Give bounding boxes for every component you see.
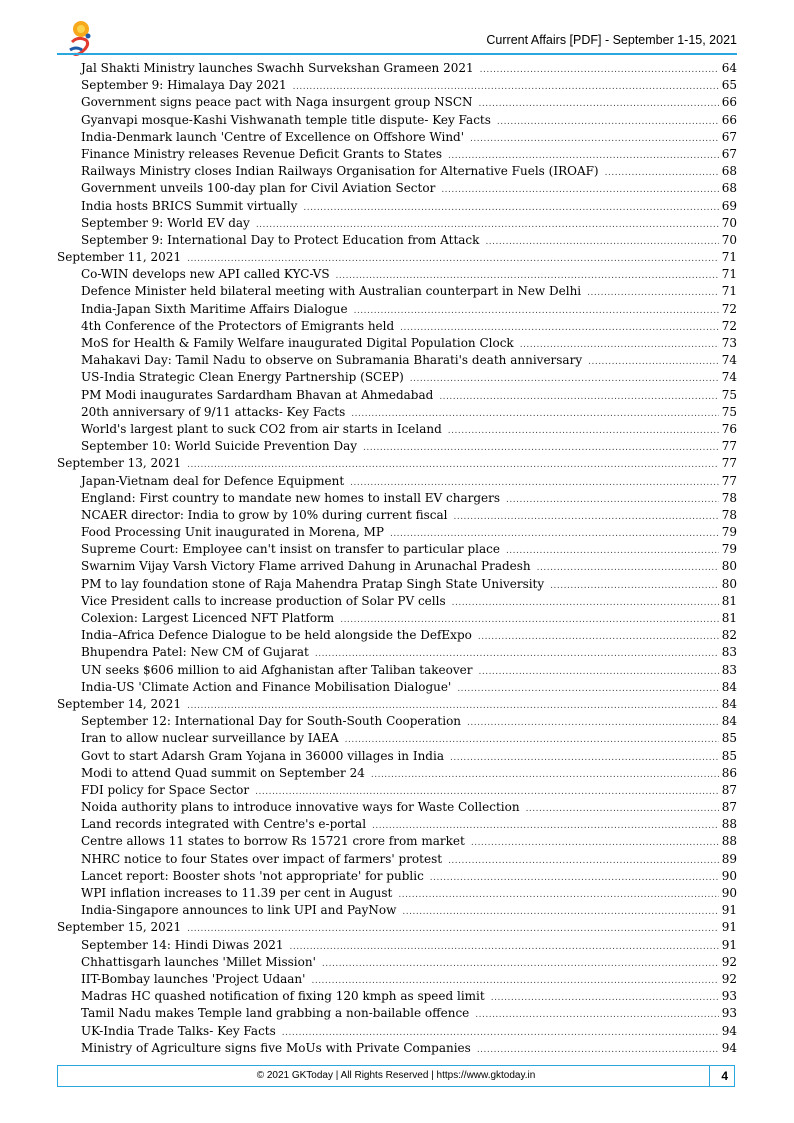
toc-entry-title: September 14: Hindi Diwas 2021 bbox=[81, 937, 284, 952]
toc-entry[interactable] bbox=[57, 490, 737, 507]
toc-entry-title: September 10: World Suicide Prevention Day bbox=[81, 439, 358, 454]
table-of-contents bbox=[57, 60, 737, 1057]
toc-entry[interactable] bbox=[57, 163, 737, 180]
toc-entry[interactable] bbox=[57, 404, 737, 421]
toc-entry[interactable] bbox=[57, 937, 737, 954]
toc-entry-title: September 9: World EV day bbox=[81, 215, 250, 230]
toc-entry[interactable] bbox=[57, 438, 737, 455]
toc-entry-page: 71 bbox=[721, 267, 737, 282]
toc-entry-title: US-India Strategic Clean Energy Partnership (SCEP) bbox=[81, 370, 404, 385]
toc-entry-title: Vice President calls to increase production of Solar PV cells bbox=[81, 593, 446, 608]
toc-entry-page: 77 bbox=[721, 456, 737, 471]
toc-entry-title: Modi to attend Quad summit on September 24 bbox=[81, 765, 365, 780]
toc-entry-title: Govt to start Adarsh Gram Yojana in 36000 villages in India bbox=[81, 748, 444, 763]
toc-entry-page: 88 bbox=[721, 817, 737, 832]
toc-entry-title: India-Singapore announces to link UPI and PayNow bbox=[81, 903, 397, 918]
toc-entry-page: 93 bbox=[721, 989, 737, 1004]
toc-entry-page: 75 bbox=[721, 404, 737, 419]
toc-entry[interactable] bbox=[57, 369, 737, 386]
toc-entry-page: 77 bbox=[721, 473, 737, 488]
toc-entry-title: World's largest plant to suck CO2 from air starts in Iceland bbox=[81, 421, 442, 436]
toc-entry-page: 91 bbox=[721, 920, 737, 935]
footer-separator bbox=[709, 1066, 710, 1086]
toc-entry-page: 72 bbox=[721, 301, 737, 316]
toc-entry[interactable] bbox=[57, 558, 737, 575]
toc-entry-page: 77 bbox=[721, 439, 737, 454]
toc-entry[interactable] bbox=[57, 782, 737, 799]
toc-entry-page: 80 bbox=[721, 559, 737, 574]
toc-entry-title: September 13, 2021 bbox=[57, 456, 182, 471]
toc-entry[interactable] bbox=[57, 765, 737, 782]
toc-entry[interactable] bbox=[57, 713, 737, 730]
toc-entry-page: 84 bbox=[721, 696, 737, 711]
toc-entry[interactable] bbox=[57, 232, 737, 249]
toc-entry[interactable] bbox=[57, 473, 737, 490]
toc-entry[interactable] bbox=[57, 971, 737, 988]
toc-entry-page: 94 bbox=[721, 1040, 737, 1055]
toc-entry[interactable] bbox=[57, 902, 737, 919]
toc-entry-page: 78 bbox=[721, 507, 737, 522]
toc-entry-title: Swarnim Vijay Varsh Victory Flame arrived Dahung in Arunachal Pradesh bbox=[81, 559, 531, 574]
toc-entry-page: 66 bbox=[721, 95, 737, 110]
toc-entry[interactable] bbox=[57, 352, 737, 369]
toc-entry-page: 91 bbox=[721, 937, 737, 952]
toc-entry-page: 74 bbox=[721, 353, 737, 368]
toc-entry-page: 74 bbox=[721, 370, 737, 385]
toc-entry[interactable] bbox=[57, 387, 737, 404]
toc-entry-page: 90 bbox=[721, 886, 737, 900]
toc-entry-page: 88 bbox=[721, 834, 737, 849]
toc-entry-title: Lancet report: Booster shots 'not appropriate' for public bbox=[81, 868, 424, 883]
toc-entry[interactable] bbox=[57, 507, 737, 524]
toc-entry-page: 87 bbox=[721, 782, 737, 797]
toc-entry-title: Gyanvapi mosque-Kashi Vishwanath temple title dispute- Key Facts bbox=[81, 112, 491, 127]
toc-entry-title: Noida authority plans to introduce innovative ways for Waste Collection bbox=[81, 800, 520, 815]
toc-entry[interactable] bbox=[57, 885, 737, 902]
toc-entry-page: 84 bbox=[721, 679, 737, 694]
toc-entry[interactable] bbox=[57, 318, 737, 335]
toc-entry-title: Supreme Court: Employee can't insist on transfer to particular place bbox=[81, 542, 500, 557]
toc-entry-title: India hosts BRICS Summit virtually bbox=[81, 198, 298, 213]
toc-entry-page: 84 bbox=[721, 714, 737, 729]
toc-entry[interactable] bbox=[57, 593, 737, 610]
toc-entry-page: 86 bbox=[721, 765, 737, 780]
toc-entry-title: MoS for Health & Family Welfare inaugurated Digital Population Clock bbox=[81, 336, 514, 350]
toc-entry-title: Finance Ministry releases Revenue Deficit Grants to States bbox=[81, 146, 443, 161]
toc-entry[interactable] bbox=[57, 180, 737, 197]
toc-entry[interactable] bbox=[57, 988, 737, 1005]
toc-entry[interactable] bbox=[57, 60, 737, 77]
toc-entry-page: 91 bbox=[721, 903, 737, 918]
toc-entry[interactable] bbox=[57, 129, 737, 146]
toc-entry[interactable] bbox=[57, 627, 737, 644]
toc-entry-page: 89 bbox=[721, 851, 737, 866]
toc-entry-title: UN seeks $606 million to aid Afghanistan after Taliban takeover bbox=[81, 662, 473, 677]
toc-entry-title: September 9: International Day to Protect Education from Attack bbox=[81, 232, 480, 247]
toc-entry[interactable] bbox=[57, 541, 737, 558]
toc-entry-title: UK-India Trade Talks- Key Facts bbox=[81, 1023, 276, 1038]
toc-entry-page: 87 bbox=[721, 800, 737, 815]
toc-entry-title: Tamil Nadu makes Temple land grabbing a non-bailable offence bbox=[81, 1006, 470, 1021]
toc-entry-title: September 12: International Day for South-South Cooperation bbox=[81, 714, 462, 729]
toc-entry[interactable] bbox=[57, 301, 737, 318]
toc-entry-title: Jal Shakti Ministry launches Swachh Survekshan Grameen 2021 bbox=[81, 61, 474, 75]
toc-entry-title: Railways Ministry closes Indian Railways Organisation for Alternative Fuels (IROAF) bbox=[81, 164, 599, 179]
toc-entry-title: Government unveils 100-day plan for Civil Aviation Sector bbox=[81, 181, 436, 196]
toc-entry[interactable] bbox=[57, 1040, 737, 1057]
toc-entry-page: 75 bbox=[721, 387, 737, 402]
toc-entry[interactable] bbox=[57, 112, 737, 129]
toc-entry[interactable] bbox=[57, 421, 737, 438]
toc-entry-title: PM Modi inaugurates Sardardham Bhavan at Ahmedabad bbox=[81, 387, 434, 402]
toc-entry-page: 79 bbox=[721, 542, 737, 557]
toc-entry-page: 66 bbox=[721, 112, 737, 127]
toc-entry[interactable] bbox=[57, 799, 737, 816]
toc-entry-title: Mahakavi Day: Tamil Nadu to observe on Subramania Bharati's death anniversary bbox=[81, 353, 583, 368]
toc-entry-title: Iran to allow nuclear surveillance by IAEA bbox=[81, 731, 339, 746]
toc-entry-page: 73 bbox=[721, 336, 737, 350]
toc-entry-page: 81 bbox=[721, 611, 737, 625]
toc-entry-title: 20th anniversary of 9/11 attacks- Key Facts bbox=[81, 404, 346, 419]
toc-section-entry[interactable] bbox=[57, 919, 737, 936]
toc-entry-title: India-US 'Climate Action and Finance Mobilisation Dialogue' bbox=[81, 679, 452, 694]
toc-entry-title: Chhattisgarh launches 'Millet Mission' bbox=[81, 954, 316, 969]
toc-entry[interactable] bbox=[57, 215, 737, 232]
toc-entry-title: Centre allows 11 states to borrow Rs 15721 crore from market bbox=[81, 834, 465, 849]
toc-entry-title: India-Denmark launch 'Centre of Excellence on Offshore Wind' bbox=[81, 129, 465, 144]
toc-entry-title: Madras HC quashed notification of fixing 120 kmph as speed limit bbox=[81, 989, 485, 1004]
toc-entry[interactable] bbox=[57, 283, 737, 300]
toc-entry-page: 67 bbox=[721, 146, 737, 161]
toc-entry-page: 68 bbox=[721, 181, 737, 196]
toc-entry-page: 72 bbox=[721, 318, 737, 333]
toc-entry-page: 71 bbox=[721, 284, 737, 299]
toc-entry-page: 83 bbox=[721, 662, 737, 677]
toc-entry[interactable] bbox=[57, 851, 737, 868]
toc-entry[interactable] bbox=[57, 662, 737, 679]
toc-entry[interactable] bbox=[57, 77, 737, 94]
toc-entry-title: September 15, 2021 bbox=[57, 920, 182, 935]
toc-entry[interactable] bbox=[57, 868, 737, 885]
footer-copyright: © 2021 GKToday | All Rights Reserved | https://www.gktoday.in bbox=[256, 1070, 536, 1081]
toc-section-entry[interactable] bbox=[57, 249, 737, 266]
toc-entry-title: September 9: Himalaya Day 2021 bbox=[81, 78, 287, 93]
toc-entry-page: 85 bbox=[721, 748, 737, 763]
toc-entry-title: Food Processing Unit inaugurated in Morena, MP bbox=[81, 525, 384, 540]
toc-entry-title: September 14, 2021 bbox=[57, 696, 182, 711]
toc-entry-title: Colexion: Largest Licenced NFT Platform bbox=[81, 611, 335, 625]
toc-entry-page: 71 bbox=[721, 250, 737, 265]
toc-entry-page: 76 bbox=[721, 421, 737, 436]
toc-entry-page: 69 bbox=[721, 198, 737, 213]
toc-entry-title: Bhupendra Patel: New CM of Gujarat bbox=[81, 645, 309, 660]
toc-entry-title: Land records integrated with Centre's e-portal bbox=[81, 817, 367, 832]
toc-entry-page: 82 bbox=[721, 628, 737, 643]
toc-entry-page: 65 bbox=[721, 78, 737, 93]
toc-entry-title: Government signs peace pact with Naga insurgent group NSCN bbox=[81, 95, 473, 110]
toc-entry[interactable] bbox=[57, 730, 737, 747]
toc-entry[interactable] bbox=[57, 576, 737, 593]
toc-entry-title: September 11, 2021 bbox=[57, 250, 182, 265]
toc-entry-page: 80 bbox=[721, 576, 737, 591]
toc-entry-page: 64 bbox=[721, 61, 737, 75]
toc-entry-page: 92 bbox=[721, 971, 737, 986]
toc-entry-title: PM to lay foundation stone of Raja Mahendra Pratap Singh State University bbox=[81, 576, 545, 591]
toc-entry-page: 90 bbox=[721, 868, 737, 883]
toc-entry[interactable] bbox=[57, 146, 737, 163]
toc-entry[interactable] bbox=[57, 94, 737, 111]
toc-entry-title: England: First country to mandate new homes to install EV chargers bbox=[81, 490, 501, 505]
page-number: 4 bbox=[721, 1069, 728, 1083]
toc-entry-page: 67 bbox=[721, 129, 737, 144]
toc-entry[interactable] bbox=[57, 524, 737, 541]
toc-entry-title: India–Africa Defence Dialogue to be held alongside the DefExpo bbox=[81, 628, 472, 643]
toc-entry[interactable] bbox=[57, 833, 737, 850]
toc-section-entry[interactable] bbox=[57, 455, 737, 472]
footer bbox=[57, 1065, 735, 1087]
toc-entry-title: WPI inflation increases to 11.39 per cent in August bbox=[81, 886, 393, 900]
toc-entry[interactable] bbox=[57, 610, 737, 627]
toc-entry-title: IIT-Bombay launches 'Project Udaan' bbox=[81, 971, 306, 986]
header-title: Current Affairs [PDF] - September 1-15, 2021 bbox=[486, 33, 737, 47]
toc-entry-title: India-Japan Sixth Maritime Affairs Dialogue bbox=[81, 301, 348, 316]
toc-entry-page: 70 bbox=[721, 232, 737, 247]
toc-entry-page: 81 bbox=[721, 593, 737, 608]
toc-entry[interactable] bbox=[57, 954, 737, 971]
toc-entry[interactable] bbox=[57, 679, 737, 696]
toc-entry-page: 94 bbox=[721, 1023, 737, 1038]
toc-entry-page: 83 bbox=[721, 645, 737, 660]
toc-entry-page: 93 bbox=[721, 1006, 737, 1021]
toc-entry-title: NCAER director: India to grow by 10% during current fiscal bbox=[81, 507, 448, 522]
dot-leader bbox=[477, 1042, 719, 1059]
toc-entry-title: NHRC notice to four States over impact of farmers' protest bbox=[81, 851, 443, 866]
toc-entry[interactable] bbox=[57, 1023, 737, 1040]
toc-entry-page: 79 bbox=[721, 525, 737, 540]
toc-entry[interactable] bbox=[57, 198, 737, 215]
toc-entry-title: Defence Minister held bilateral meeting with Australian counterpart in New Delhi bbox=[81, 284, 582, 299]
toc-entry-title: 4th Conference of the Protectors of Emigrants held bbox=[81, 318, 395, 333]
toc-entry-title: FDI policy for Space Sector bbox=[81, 782, 250, 797]
toc-section-entry[interactable] bbox=[57, 696, 737, 713]
toc-entry[interactable] bbox=[57, 644, 737, 661]
toc-entry-title: Japan-Vietnam deal for Defence Equipment bbox=[81, 473, 345, 488]
toc-entry[interactable] bbox=[57, 335, 737, 352]
toc-entry-page: 78 bbox=[721, 490, 737, 505]
toc-entry-title: Co-WIN develops new API called KYC-VS bbox=[81, 267, 330, 282]
toc-entry[interactable] bbox=[57, 1005, 737, 1022]
toc-entry-title: Ministry of Agriculture signs five MoUs with Private Companies bbox=[81, 1040, 471, 1055]
toc-entry[interactable] bbox=[57, 266, 737, 283]
toc-entry[interactable] bbox=[57, 748, 737, 765]
toc-entry-page: 92 bbox=[721, 954, 737, 969]
toc-entry[interactable] bbox=[57, 816, 737, 833]
header-divider bbox=[57, 53, 737, 55]
toc-entry-page: 85 bbox=[721, 731, 737, 746]
toc-entry-page: 70 bbox=[721, 215, 737, 230]
toc-entry-page: 68 bbox=[721, 164, 737, 179]
